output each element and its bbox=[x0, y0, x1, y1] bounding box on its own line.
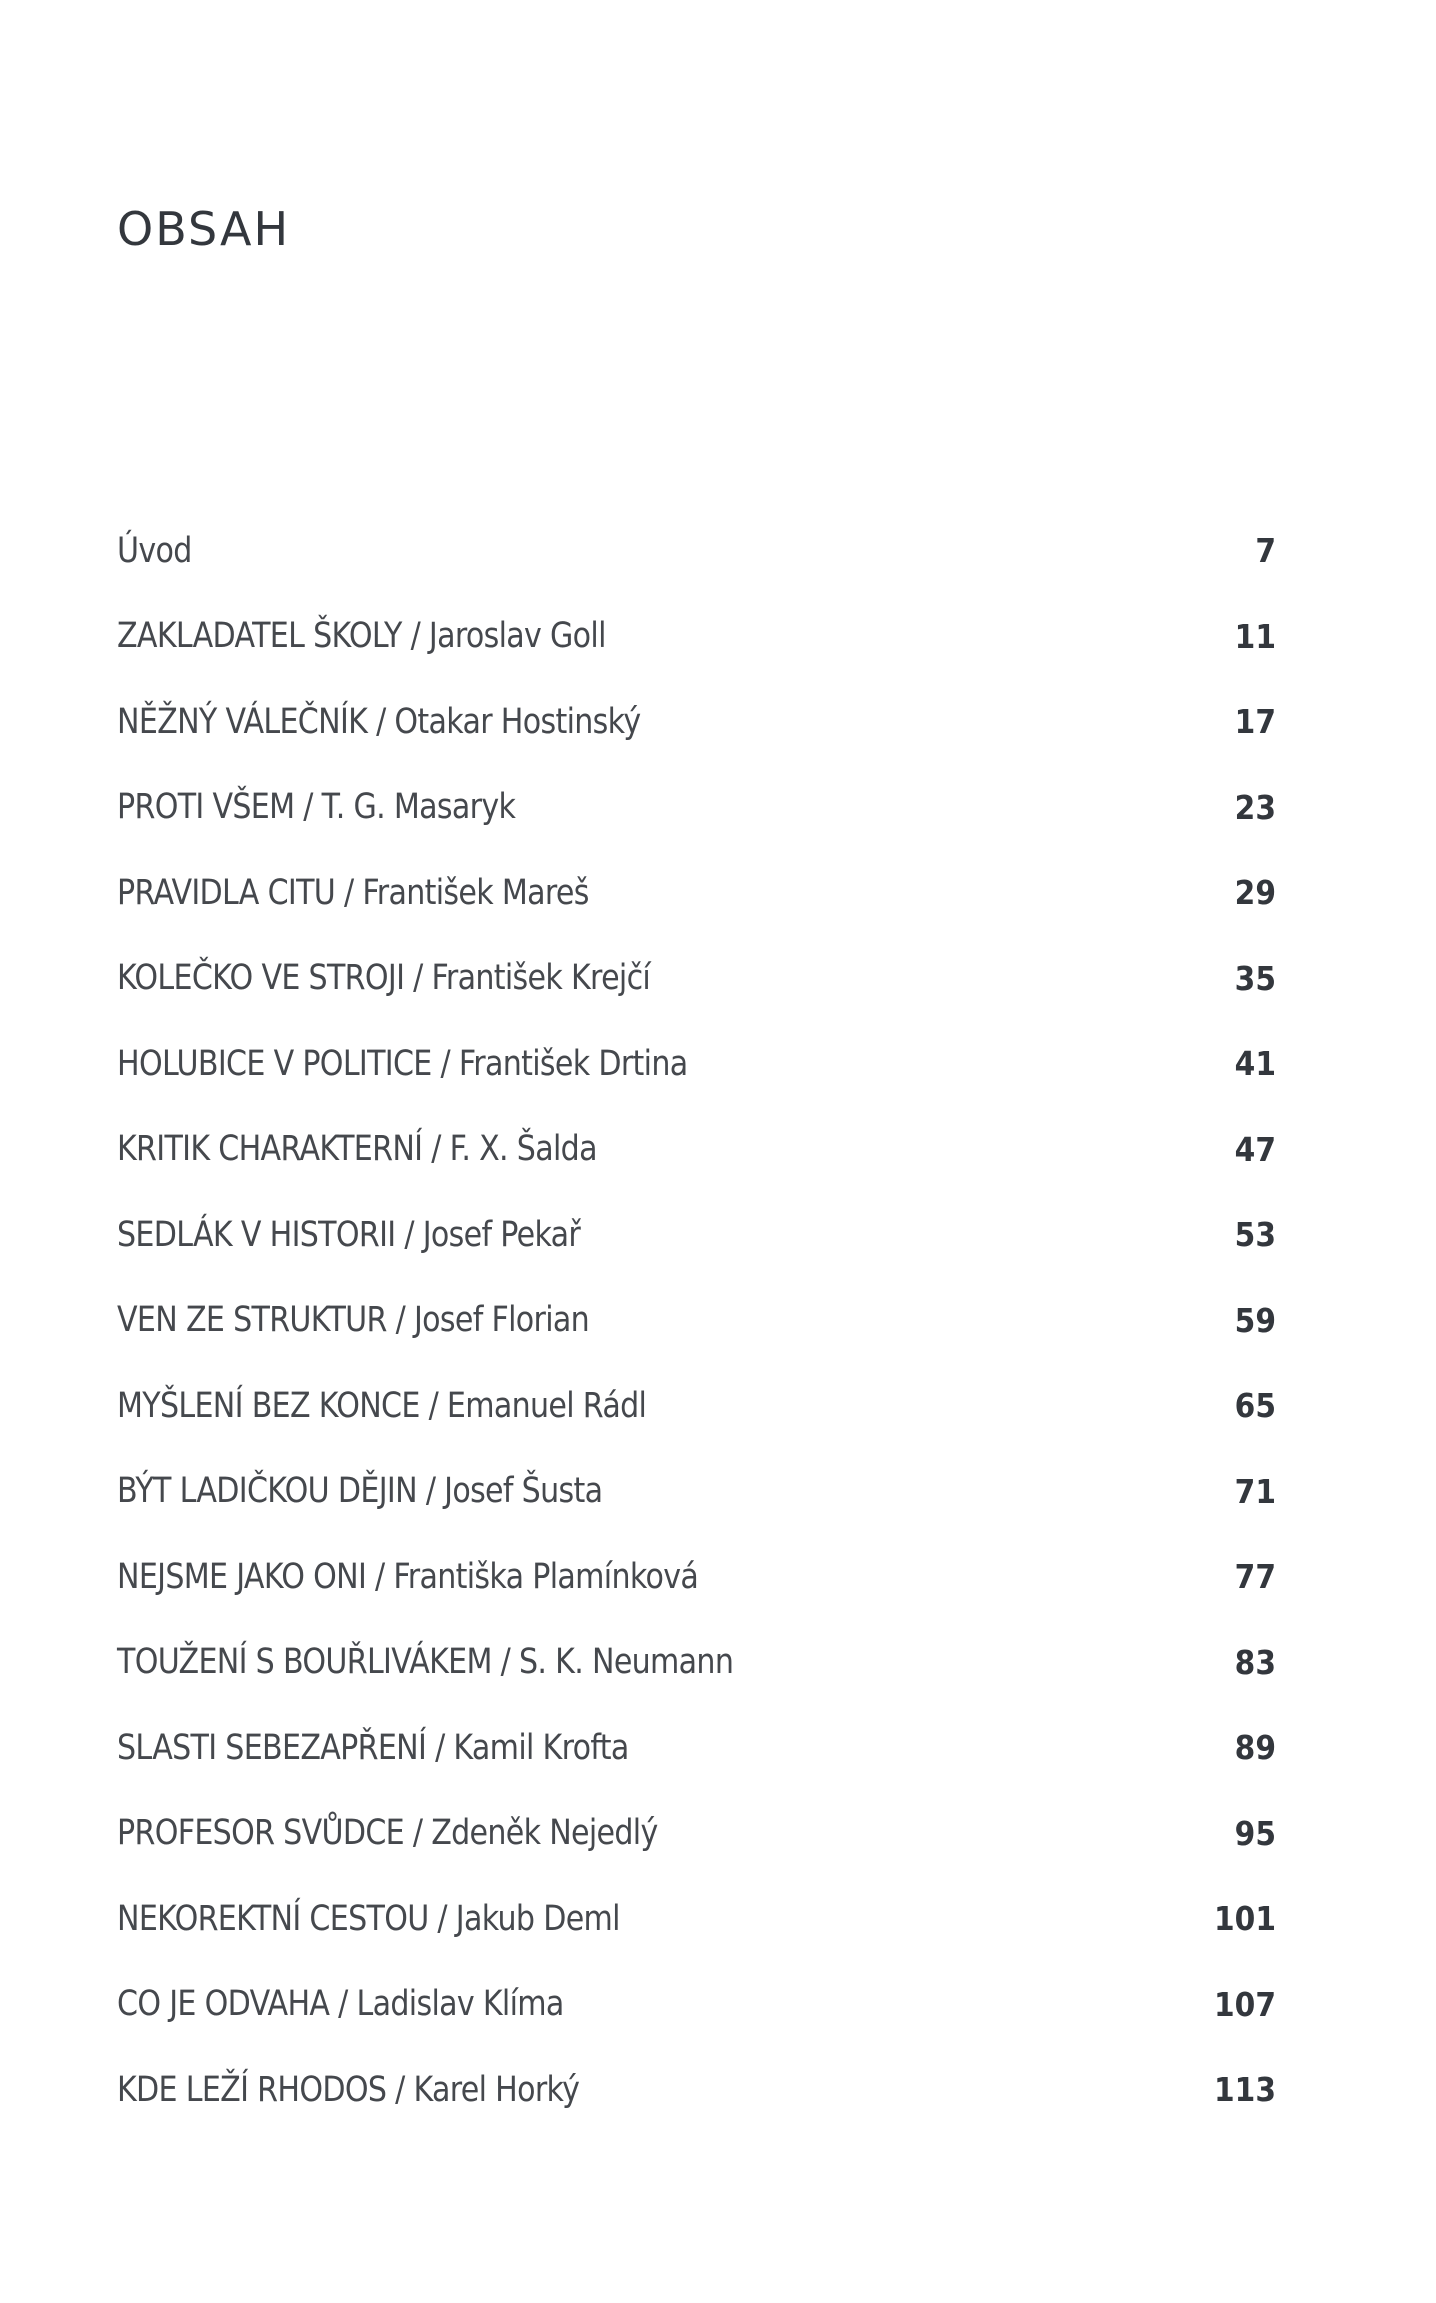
table-of-contents bbox=[117, 508, 1276, 2133]
toc-entry bbox=[117, 594, 1276, 680]
toc-entry-page: 113 bbox=[1213, 2070, 1276, 2110]
toc-entry-title: PROTI VŠEM / T. G. Masaryk bbox=[117, 787, 516, 828]
toc-entry bbox=[117, 508, 1276, 594]
toc-entry-title: HOLUBICE V POLITICE / František Drtina bbox=[117, 1043, 688, 1084]
toc-entry bbox=[117, 1791, 1276, 1877]
toc-entry-title: PROFESOR SVŮDCE / Zdeněk Nejedlý bbox=[117, 1813, 658, 1854]
toc-entry bbox=[117, 1192, 1276, 1278]
toc-entry-page: 95 bbox=[1234, 1813, 1276, 1853]
toc-entry-title: NEKOREKTNÍ CESTOU / Jakub Deml bbox=[117, 1898, 620, 1939]
toc-entry-page: 59 bbox=[1234, 1300, 1276, 1340]
toc-entry-page: 89 bbox=[1234, 1728, 1276, 1768]
toc-entry-title: KOLEČKO VE STROJI / František Krejčí bbox=[117, 958, 651, 999]
toc-entry-page: 29 bbox=[1234, 873, 1276, 913]
page-title: OBSAH bbox=[117, 202, 291, 256]
toc-entry-title: ZAKLADATEL ŠKOLY / Jaroslav Goll bbox=[117, 616, 606, 657]
toc-entry bbox=[117, 1705, 1276, 1791]
toc-entry-title: VEN ZE STRUKTUR / Josef Florian bbox=[117, 1300, 590, 1341]
toc-entry-title: NĚŽNÝ VÁLEČNÍK / Otakar Hostinský bbox=[117, 701, 641, 742]
toc-entry-page: 101 bbox=[1213, 1899, 1276, 1939]
toc-entry bbox=[117, 936, 1276, 1022]
toc-entry-title: PRAVIDLA CITU / František Mareš bbox=[117, 872, 589, 913]
toc-entry bbox=[117, 765, 1276, 851]
toc-entry bbox=[117, 1620, 1276, 1706]
toc-entry-title: Úvod bbox=[117, 530, 192, 571]
toc-entry-page: 23 bbox=[1234, 787, 1276, 827]
toc-entry-page: 35 bbox=[1234, 958, 1276, 998]
toc-entry bbox=[117, 1021, 1276, 1107]
toc-entry-title: BÝT LADIČKOU DĚJIN / Josef Šusta bbox=[117, 1471, 603, 1512]
toc-entry bbox=[117, 1363, 1276, 1449]
toc-entry-title: SEDLÁK V HISTORII / Josef Pekař bbox=[117, 1214, 581, 1255]
toc-entry-title: KRITIK CHARAKTERNÍ / F. X. Šalda bbox=[117, 1129, 597, 1170]
toc-entry-page: 107 bbox=[1213, 1984, 1276, 2024]
toc-entry-title: MYŠLENÍ BEZ KONCE / Emanuel Rádl bbox=[117, 1385, 647, 1426]
toc-entry bbox=[117, 679, 1276, 765]
toc-entry-title: TOUŽENÍ S BOUŘLIVÁKEM / S. K. Neumann bbox=[117, 1642, 734, 1683]
toc-entry-page: 11 bbox=[1234, 616, 1276, 656]
toc-entry bbox=[117, 1962, 1276, 2048]
toc-entry-title: SLASTI SEBEZAPŘENÍ / Kamil Krofta bbox=[117, 1727, 629, 1768]
toc-entry bbox=[117, 1876, 1276, 1962]
toc-entry-page: 53 bbox=[1234, 1215, 1276, 1255]
toc-entry bbox=[117, 1534, 1276, 1620]
toc-entry-title: NEJSME JAKO ONI / Františka Plamínková bbox=[117, 1556, 699, 1597]
toc-entry-page: 71 bbox=[1234, 1471, 1276, 1511]
toc-entry bbox=[117, 1107, 1276, 1193]
toc-entry-page: 83 bbox=[1234, 1642, 1276, 1682]
toc-entry-title: CO JE ODVAHA / Ladislav Klíma bbox=[117, 1984, 564, 2025]
toc-entry-page: 77 bbox=[1234, 1557, 1276, 1597]
toc-entry-page: 7 bbox=[1255, 531, 1276, 571]
toc-entry-page: 47 bbox=[1234, 1129, 1276, 1169]
toc-entry bbox=[117, 850, 1276, 936]
toc-entry-page: 17 bbox=[1234, 702, 1276, 742]
toc-entry-page: 65 bbox=[1234, 1386, 1276, 1426]
toc-entry bbox=[117, 1449, 1276, 1535]
toc-entry-title: KDE LEŽÍ RHODOS / Karel Horký bbox=[117, 2069, 580, 2110]
toc-entry-page: 41 bbox=[1234, 1044, 1276, 1084]
toc-entry bbox=[117, 2047, 1276, 2133]
toc-entry bbox=[117, 1278, 1276, 1364]
